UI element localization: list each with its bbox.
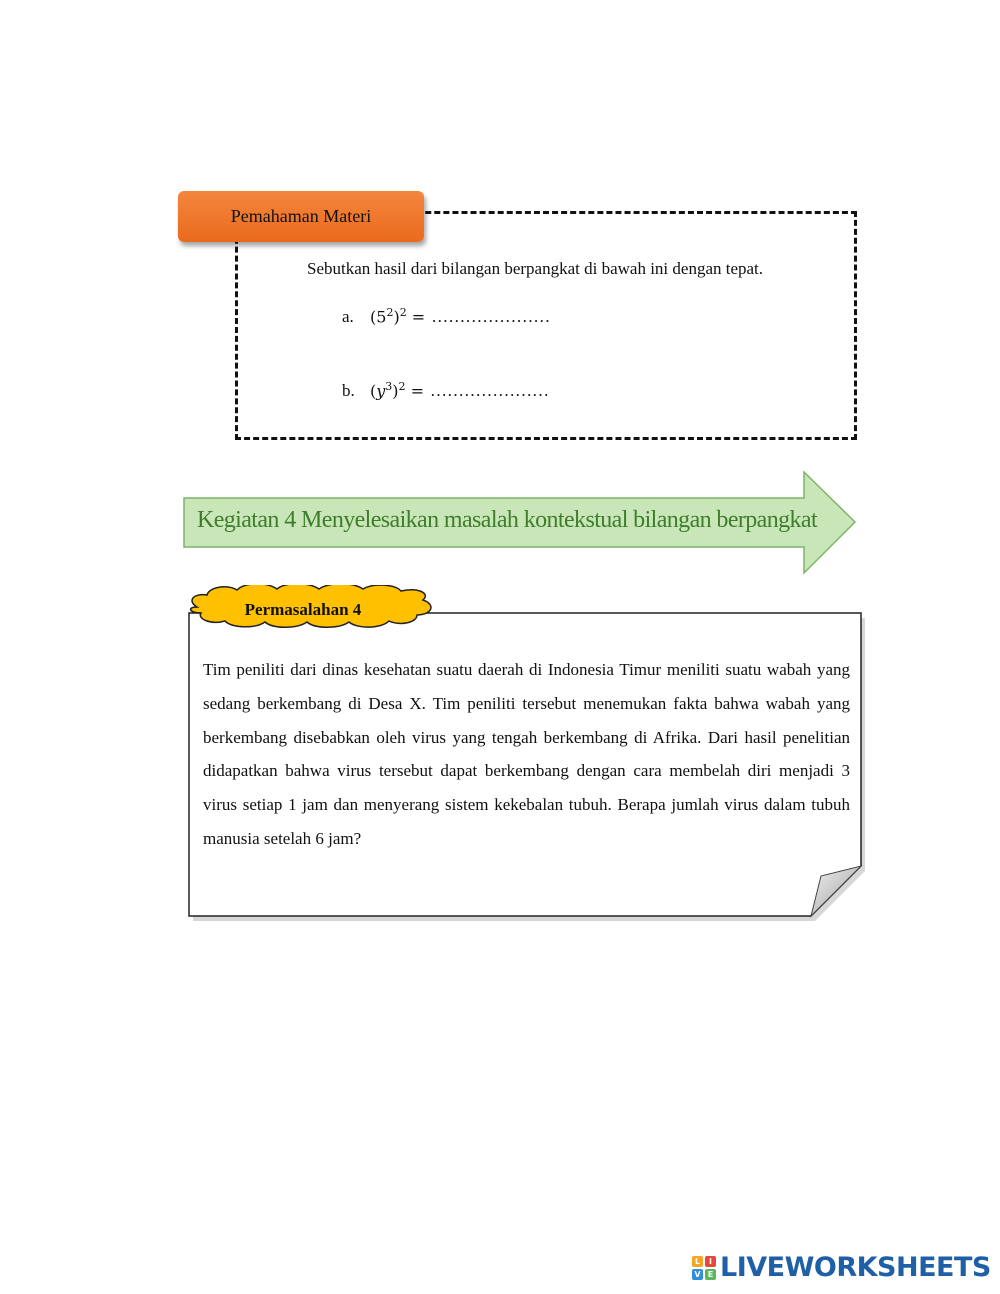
liveworksheets-logo: [692, 1252, 991, 1283]
logo-mark-letter: V: [692, 1269, 703, 1280]
answer-blank[interactable]: …………………: [431, 307, 551, 327]
logo-mark-letter: L: [692, 1256, 703, 1267]
expression-base: 5: [376, 307, 387, 327]
expression-base: y: [376, 381, 386, 401]
exercise-item-b: [342, 380, 549, 401]
exercise-item-a: [342, 306, 550, 327]
pemahaman-instruction: Sebutkan hasil dari bilangan berpangkat di bawah ini dengan tepat.: [307, 259, 764, 278]
exercise-label: a.: [342, 307, 354, 327]
exercise-expression: $(y^3)^2$ =: [370, 380, 425, 401]
logo-mark-letter: I: [705, 1256, 716, 1267]
liveworksheets-logo-text: LIVEWORKSHEETS: [720, 1252, 991, 1283]
expression-inner-exponent: 3: [385, 380, 393, 393]
exercise-label: b.: [342, 381, 355, 401]
permasalahan-text: Tim peniliti dari dinas kesehatan suatu daerah di Indonesia Timur meniliti suatu wabah yang sedang berkembang di Desa X. Tim peniliti tersebut menemukan fakta bahwa wabah yang berkembang disebabkan oleh virus yang tengah berkembang di Afrika. Dari hasil penelitian didapatkan bahwa virus tersebut dapat berkembang dengan cara membelah diri menjadi 3 virus setiap 1 jam dan menyerang sistem kekebalan tubuh. Berapa jumlah virus dalam tubuh manusia setelah 6 jam?: [203, 660, 850, 848]
exercise-expression: $(5^2)^2$ =: [370, 306, 426, 327]
expression-outer-exponent: 2: [399, 306, 407, 319]
pemahaman-materi-title: Pemahaman Materi: [178, 191, 424, 242]
logo-mark-letter: E: [705, 1269, 716, 1280]
expression-inner-exponent: 2: [386, 306, 394, 319]
liveworksheets-logo-icon: [692, 1256, 716, 1280]
answer-blank[interactable]: …………………: [430, 381, 550, 401]
permasalahan-title: Permasalahan 4: [244, 600, 362, 619]
expression-outer-exponent: 2: [398, 380, 406, 393]
kegiatan-title: Kegiatan 4 Menyelesaikan masalah kontekstual bilangan berpangkat: [197, 507, 818, 533]
